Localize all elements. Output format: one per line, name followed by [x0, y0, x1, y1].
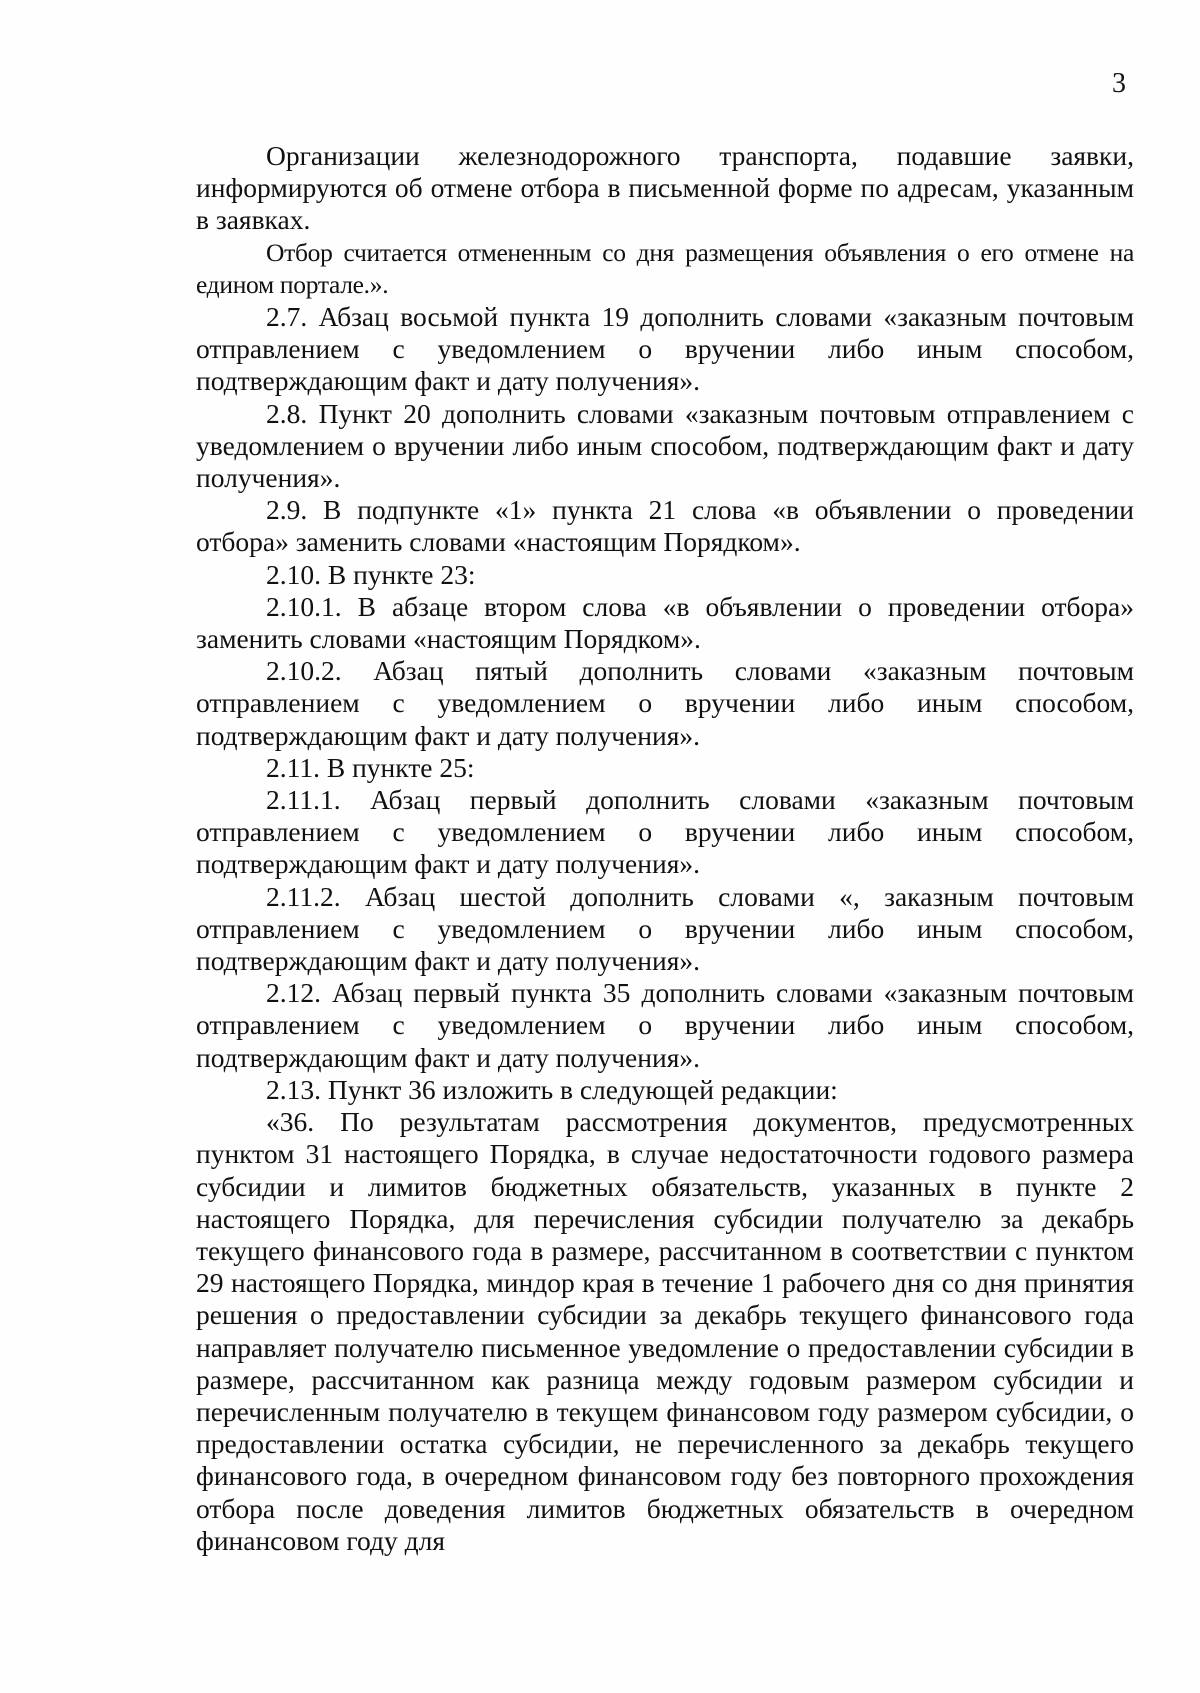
- paragraph: 2.11.1. Абзац первый дополнить словами «заказным почтовым отправлением с уведомлением о вручении либо иным способом, подтверждающим факт и дату получения».: [196, 784, 1134, 880]
- paragraph: Отбор считается отмененным со дня размещения объявления о его отмене на едином портале.».: [196, 237, 1134, 299]
- paragraph: 2.11.2. Абзац шестой дополнить словами «, заказным почтовым отправлением с уведомлением о вручении либо иным способом, подтверждающим факт и дату получения».: [196, 880, 1134, 977]
- paragraph: 2.9. В подпункте «1» пункта 21 слова «в объявлении о проведении отбора» заменить словами «настоящим Порядком».: [196, 494, 1134, 558]
- paragraph: 2.7. Абзац восьмой пункта 19 дополнить словами «заказным почтовым отправлением с уведомлением о вручении либо иным способом, подтверждающим факт и дату получения».: [196, 301, 1134, 397]
- paragraph: 2.8. Пункт 20 дополнить словами «заказным почтовым отправлением с уведомлением о вручении либо иным способом, подтверждающим факт и дату получения».: [196, 397, 1134, 494]
- paragraph: Организации железнодорожного транспорта, подавшие заявки, информируются об отмене отбора в письменной форме по адресам, указанным в заявках.: [196, 140, 1134, 236]
- paragraph: 2.13. Пункт 36 изложить в следующей редакции:: [266, 1073, 838, 1105]
- paragraph: 2.10.1. В абзаце втором слова «в объявлении о проведении отбора» заменить словами «настоящим Порядком».: [196, 590, 1134, 655]
- paragraph: «36. По результатам рассмотрения документов, предусмотренных пунктом 31 настоящего Порядка, в случае недостаточности годового размера субсидии и лимитов бюджетных обязательств, указанных в пункте 2 настоящего Порядка, для перечисления субсидии получателю за декабрь текущего финансового года в размере, рассчитанном в соответствии с пунктом 29 настоящего Порядка, миндор края в течение 1 рабочего дня со дня принятия решения о предоставлении субсидии за декабрь текущего финансового года направляет получателю письменное уведомление о предоставлении субсидии в размере, рассчитанном как разница между годовым размером субсидии и перечисленным получателю в текущем финансовом году размером субсидии, о предоставлении остатка субсидии, не перечисленного за декабрь текущего финансового года, в очередном финансовом году без повторного прохождения отбора после доведения лимитов бюджетных обязательств в очередном финансовом году для: [196, 1106, 1134, 1556]
- page-number: 3: [1112, 68, 1126, 99]
- paragraph: 2.10.2. Абзац пятый дополнить словами «заказным почтовым отправлением с уведомлением о вручении либо иным способом, подтверждающим факт и дату получения».: [196, 655, 1134, 751]
- paragraph: 2.10. В пункте 23:: [266, 558, 476, 590]
- document-body: [196, 140, 1134, 1557]
- paragraph: 2.11. В пункте 25:: [266, 751, 475, 783]
- paragraph: 2.12. Абзац первый пункта 35 дополнить словами «заказным почтовым отправлением с уведомлением о вручении либо иным способом, подтверждающим факт и дату получения».: [196, 977, 1134, 1073]
